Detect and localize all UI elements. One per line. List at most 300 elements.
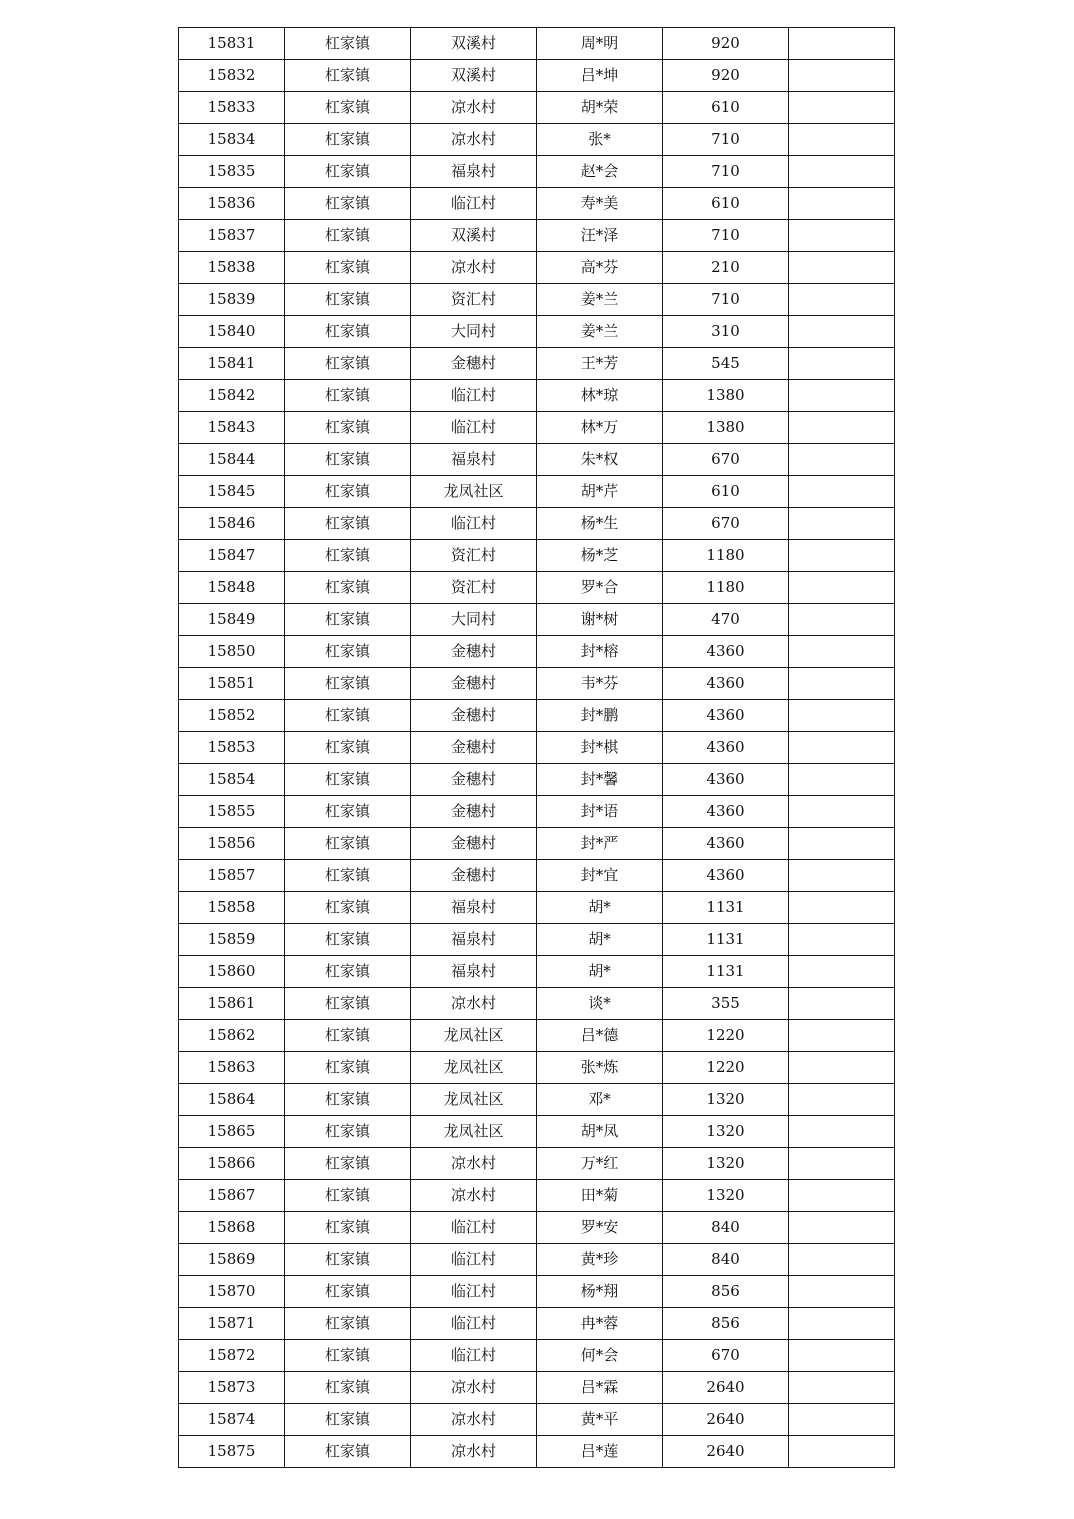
serial-number-cell: 15851 — [179, 668, 285, 700]
town-cell: 杠家镇 — [285, 1212, 411, 1244]
remark-cell — [789, 700, 895, 732]
town-cell: 杠家镇 — [285, 476, 411, 508]
table-row — [179, 668, 895, 700]
amount-cell: 4360 — [663, 764, 789, 796]
name-cell: 杨*芝 — [537, 540, 663, 572]
table-row — [179, 1276, 895, 1308]
serial-number-cell: 15855 — [179, 796, 285, 828]
serial-number-cell: 15841 — [179, 348, 285, 380]
amount-cell: 1180 — [663, 540, 789, 572]
remark-cell — [789, 1116, 895, 1148]
village-cell: 龙凤社区 — [411, 1116, 537, 1148]
town-cell: 杠家镇 — [285, 156, 411, 188]
serial-number-cell: 15866 — [179, 1148, 285, 1180]
serial-number-cell: 15870 — [179, 1276, 285, 1308]
amount-cell: 610 — [663, 92, 789, 124]
name-cell: 寿*美 — [537, 188, 663, 220]
table-row — [179, 156, 895, 188]
town-cell: 杠家镇 — [285, 1436, 411, 1468]
table-row — [179, 1020, 895, 1052]
town-cell: 杠家镇 — [285, 348, 411, 380]
serial-number-cell: 15834 — [179, 124, 285, 156]
table-row — [179, 1180, 895, 1212]
remark-cell — [789, 444, 895, 476]
table-row — [179, 700, 895, 732]
village-cell: 金穗村 — [411, 764, 537, 796]
amount-cell: 4360 — [663, 796, 789, 828]
remark-cell — [789, 796, 895, 828]
remark-cell — [789, 188, 895, 220]
table-row — [179, 924, 895, 956]
village-cell: 凉水村 — [411, 1436, 537, 1468]
village-cell: 福泉村 — [411, 956, 537, 988]
serial-number-cell: 15836 — [179, 188, 285, 220]
serial-number-cell: 15853 — [179, 732, 285, 764]
town-cell: 杠家镇 — [285, 124, 411, 156]
name-cell: 张* — [537, 124, 663, 156]
serial-number-cell: 15854 — [179, 764, 285, 796]
name-cell: 冉*蓉 — [537, 1308, 663, 1340]
table-row — [179, 796, 895, 828]
town-cell: 杠家镇 — [285, 1020, 411, 1052]
amount-cell: 355 — [663, 988, 789, 1020]
name-cell: 韦*芬 — [537, 668, 663, 700]
table-row — [179, 636, 895, 668]
village-cell: 临江村 — [411, 1276, 537, 1308]
village-cell: 资汇村 — [411, 284, 537, 316]
village-cell: 临江村 — [411, 1340, 537, 1372]
table-row — [179, 508, 895, 540]
table-row — [179, 988, 895, 1020]
remark-cell — [789, 892, 895, 924]
village-cell: 临江村 — [411, 188, 537, 220]
town-cell: 杠家镇 — [285, 284, 411, 316]
town-cell: 杠家镇 — [285, 1276, 411, 1308]
town-cell: 杠家镇 — [285, 924, 411, 956]
village-cell: 双溪村 — [411, 60, 537, 92]
serial-number-cell: 15846 — [179, 508, 285, 540]
serial-number-cell: 15831 — [179, 28, 285, 60]
remark-cell — [789, 860, 895, 892]
town-cell: 杠家镇 — [285, 380, 411, 412]
name-cell: 胡*荣 — [537, 92, 663, 124]
town-cell: 杠家镇 — [285, 1372, 411, 1404]
table-row — [179, 1084, 895, 1116]
serial-number-cell: 15842 — [179, 380, 285, 412]
amount-cell: 1320 — [663, 1116, 789, 1148]
serial-number-cell: 15872 — [179, 1340, 285, 1372]
amount-cell: 710 — [663, 220, 789, 252]
amount-cell: 1320 — [663, 1084, 789, 1116]
village-cell: 凉水村 — [411, 1180, 537, 1212]
table-row — [179, 572, 895, 604]
name-cell: 罗*安 — [537, 1212, 663, 1244]
serial-number-cell: 15848 — [179, 572, 285, 604]
amount-cell: 210 — [663, 252, 789, 284]
name-cell: 周*明 — [537, 28, 663, 60]
table-row — [179, 1308, 895, 1340]
table-row — [179, 1436, 895, 1468]
amount-cell: 1320 — [663, 1180, 789, 1212]
village-cell: 凉水村 — [411, 1148, 537, 1180]
amount-cell: 610 — [663, 188, 789, 220]
serial-number-cell: 15873 — [179, 1372, 285, 1404]
town-cell: 杠家镇 — [285, 28, 411, 60]
name-cell: 姜*兰 — [537, 284, 663, 316]
remark-cell — [789, 1180, 895, 1212]
amount-cell: 856 — [663, 1308, 789, 1340]
amount-cell: 1180 — [663, 572, 789, 604]
village-cell: 临江村 — [411, 508, 537, 540]
table-row — [179, 764, 895, 796]
town-cell: 杠家镇 — [285, 1340, 411, 1372]
village-cell: 金穗村 — [411, 860, 537, 892]
town-cell: 杠家镇 — [285, 796, 411, 828]
name-cell: 吕*坤 — [537, 60, 663, 92]
remark-cell — [789, 1148, 895, 1180]
table-row — [179, 316, 895, 348]
table-row — [179, 444, 895, 476]
amount-cell: 4360 — [663, 636, 789, 668]
serial-number-cell: 15875 — [179, 1436, 285, 1468]
name-cell: 万*红 — [537, 1148, 663, 1180]
town-cell: 杠家镇 — [285, 1116, 411, 1148]
table-row — [179, 732, 895, 764]
town-cell: 杠家镇 — [285, 572, 411, 604]
name-cell: 邓* — [537, 1084, 663, 1116]
village-cell: 金穗村 — [411, 636, 537, 668]
table-row — [179, 476, 895, 508]
serial-number-cell: 15845 — [179, 476, 285, 508]
town-cell: 杠家镇 — [285, 1180, 411, 1212]
town-cell: 杠家镇 — [285, 508, 411, 540]
name-cell: 罗*合 — [537, 572, 663, 604]
name-cell: 胡*凤 — [537, 1116, 663, 1148]
name-cell: 姜*兰 — [537, 316, 663, 348]
village-cell: 金穗村 — [411, 668, 537, 700]
name-cell: 吕*莲 — [537, 1436, 663, 1468]
serial-number-cell: 15850 — [179, 636, 285, 668]
serial-number-cell: 15862 — [179, 1020, 285, 1052]
town-cell: 杠家镇 — [285, 668, 411, 700]
serial-number-cell: 15860 — [179, 956, 285, 988]
name-cell: 张*炼 — [537, 1052, 663, 1084]
name-cell: 封*馨 — [537, 764, 663, 796]
table-row — [179, 540, 895, 572]
town-cell: 杠家镇 — [285, 1404, 411, 1436]
amount-cell: 4360 — [663, 860, 789, 892]
remark-cell — [789, 220, 895, 252]
amount-cell: 1380 — [663, 412, 789, 444]
table-row — [179, 60, 895, 92]
name-cell: 封*语 — [537, 796, 663, 828]
name-cell: 胡* — [537, 956, 663, 988]
village-cell: 凉水村 — [411, 92, 537, 124]
name-cell: 杨*翔 — [537, 1276, 663, 1308]
amount-cell: 840 — [663, 1212, 789, 1244]
name-cell: 封*榕 — [537, 636, 663, 668]
remark-cell — [789, 828, 895, 860]
village-cell: 金穗村 — [411, 828, 537, 860]
remark-cell — [789, 572, 895, 604]
remark-cell — [789, 508, 895, 540]
town-cell: 杠家镇 — [285, 444, 411, 476]
amount-cell: 920 — [663, 60, 789, 92]
serial-number-cell: 15869 — [179, 1244, 285, 1276]
amount-cell: 856 — [663, 1276, 789, 1308]
name-cell: 高*芬 — [537, 252, 663, 284]
table-row — [179, 1116, 895, 1148]
table-row — [179, 1244, 895, 1276]
serial-number-cell: 15871 — [179, 1308, 285, 1340]
amount-cell: 1320 — [663, 1148, 789, 1180]
table-row — [179, 92, 895, 124]
serial-number-cell: 15859 — [179, 924, 285, 956]
name-cell: 黄*平 — [537, 1404, 663, 1436]
amount-cell: 2640 — [663, 1404, 789, 1436]
name-cell: 封*棋 — [537, 732, 663, 764]
remark-cell — [789, 1020, 895, 1052]
village-cell: 临江村 — [411, 412, 537, 444]
amount-cell: 840 — [663, 1244, 789, 1276]
records-table-body — [179, 28, 895, 1468]
amount-cell: 470 — [663, 604, 789, 636]
village-cell: 福泉村 — [411, 924, 537, 956]
amount-cell: 610 — [663, 476, 789, 508]
table-row — [179, 220, 895, 252]
remark-cell — [789, 92, 895, 124]
town-cell: 杠家镇 — [285, 316, 411, 348]
remark-cell — [789, 28, 895, 60]
table-row — [179, 348, 895, 380]
name-cell: 汪*泽 — [537, 220, 663, 252]
town-cell: 杠家镇 — [285, 1308, 411, 1340]
remark-cell — [789, 1372, 895, 1404]
town-cell: 杠家镇 — [285, 860, 411, 892]
amount-cell: 920 — [663, 28, 789, 60]
town-cell: 杠家镇 — [285, 764, 411, 796]
remark-cell — [789, 988, 895, 1020]
name-cell: 赵*会 — [537, 156, 663, 188]
town-cell: 杠家镇 — [285, 700, 411, 732]
serial-number-cell: 15837 — [179, 220, 285, 252]
serial-number-cell: 15867 — [179, 1180, 285, 1212]
remark-cell — [789, 732, 895, 764]
village-cell: 大同村 — [411, 604, 537, 636]
village-cell: 临江村 — [411, 1308, 537, 1340]
town-cell: 杠家镇 — [285, 892, 411, 924]
amount-cell: 545 — [663, 348, 789, 380]
name-cell: 何*会 — [537, 1340, 663, 1372]
table-row — [179, 1148, 895, 1180]
town-cell: 杠家镇 — [285, 604, 411, 636]
remark-cell — [789, 60, 895, 92]
village-cell: 双溪村 — [411, 220, 537, 252]
village-cell: 临江村 — [411, 1244, 537, 1276]
village-cell: 金穗村 — [411, 700, 537, 732]
remark-cell — [789, 252, 895, 284]
village-cell: 资汇村 — [411, 540, 537, 572]
remark-cell — [789, 1244, 895, 1276]
village-cell: 龙凤社区 — [411, 1084, 537, 1116]
town-cell: 杠家镇 — [285, 1148, 411, 1180]
remark-cell — [789, 1340, 895, 1372]
name-cell: 封*严 — [537, 828, 663, 860]
amount-cell: 710 — [663, 284, 789, 316]
town-cell: 杠家镇 — [285, 1244, 411, 1276]
amount-cell: 4360 — [663, 828, 789, 860]
serial-number-cell: 15843 — [179, 412, 285, 444]
name-cell: 朱*权 — [537, 444, 663, 476]
amount-cell: 2640 — [663, 1372, 789, 1404]
amount-cell: 670 — [663, 1340, 789, 1372]
amount-cell: 2640 — [663, 1436, 789, 1468]
remark-cell — [789, 1052, 895, 1084]
name-cell: 胡* — [537, 892, 663, 924]
remark-cell — [789, 1212, 895, 1244]
name-cell: 封*鹏 — [537, 700, 663, 732]
remark-cell — [789, 476, 895, 508]
remark-cell — [789, 348, 895, 380]
serial-number-cell: 15844 — [179, 444, 285, 476]
amount-cell: 1131 — [663, 924, 789, 956]
table-row — [179, 860, 895, 892]
town-cell: 杠家镇 — [285, 252, 411, 284]
village-cell: 资汇村 — [411, 572, 537, 604]
table-row — [179, 892, 895, 924]
amount-cell: 4360 — [663, 700, 789, 732]
remark-cell — [789, 764, 895, 796]
amount-cell: 310 — [663, 316, 789, 348]
amount-cell: 1131 — [663, 956, 789, 988]
village-cell: 金穗村 — [411, 732, 537, 764]
name-cell: 吕*霖 — [537, 1372, 663, 1404]
remark-cell — [789, 284, 895, 316]
town-cell: 杠家镇 — [285, 732, 411, 764]
serial-number-cell: 15835 — [179, 156, 285, 188]
village-cell: 凉水村 — [411, 1372, 537, 1404]
records-table — [178, 27, 895, 1468]
name-cell: 封*宜 — [537, 860, 663, 892]
remark-cell — [789, 1436, 895, 1468]
village-cell: 金穗村 — [411, 348, 537, 380]
serial-number-cell: 15865 — [179, 1116, 285, 1148]
table-row — [179, 956, 895, 988]
name-cell: 王*芳 — [537, 348, 663, 380]
village-cell: 龙凤社区 — [411, 1020, 537, 1052]
serial-number-cell: 15838 — [179, 252, 285, 284]
serial-number-cell: 15861 — [179, 988, 285, 1020]
remark-cell — [789, 636, 895, 668]
serial-number-cell: 15874 — [179, 1404, 285, 1436]
village-cell: 龙凤社区 — [411, 476, 537, 508]
town-cell: 杠家镇 — [285, 60, 411, 92]
village-cell: 凉水村 — [411, 252, 537, 284]
town-cell: 杠家镇 — [285, 828, 411, 860]
amount-cell: 1380 — [663, 380, 789, 412]
village-cell: 福泉村 — [411, 444, 537, 476]
table-row — [179, 252, 895, 284]
remark-cell — [789, 668, 895, 700]
town-cell: 杠家镇 — [285, 956, 411, 988]
town-cell: 杠家镇 — [285, 412, 411, 444]
serial-number-cell: 15864 — [179, 1084, 285, 1116]
serial-number-cell: 15857 — [179, 860, 285, 892]
serial-number-cell: 15833 — [179, 92, 285, 124]
name-cell: 谢*树 — [537, 604, 663, 636]
remark-cell — [789, 316, 895, 348]
table-row — [179, 1052, 895, 1084]
name-cell: 田*菊 — [537, 1180, 663, 1212]
serial-number-cell: 15839 — [179, 284, 285, 316]
village-cell: 大同村 — [411, 316, 537, 348]
village-cell: 临江村 — [411, 1212, 537, 1244]
remark-cell — [789, 412, 895, 444]
village-cell: 双溪村 — [411, 28, 537, 60]
amount-cell: 1131 — [663, 892, 789, 924]
amount-cell: 4360 — [663, 668, 789, 700]
town-cell: 杠家镇 — [285, 1084, 411, 1116]
amount-cell: 670 — [663, 444, 789, 476]
serial-number-cell: 15852 — [179, 700, 285, 732]
table-row — [179, 1340, 895, 1372]
name-cell: 胡*芹 — [537, 476, 663, 508]
serial-number-cell: 15849 — [179, 604, 285, 636]
table-row — [179, 1212, 895, 1244]
village-cell: 福泉村 — [411, 892, 537, 924]
town-cell: 杠家镇 — [285, 540, 411, 572]
table-row — [179, 124, 895, 156]
remark-cell — [789, 124, 895, 156]
remark-cell — [789, 540, 895, 572]
village-cell: 金穗村 — [411, 796, 537, 828]
town-cell: 杠家镇 — [285, 92, 411, 124]
amount-cell: 1220 — [663, 1052, 789, 1084]
remark-cell — [789, 956, 895, 988]
name-cell: 胡* — [537, 924, 663, 956]
name-cell: 林*万 — [537, 412, 663, 444]
table-row — [179, 188, 895, 220]
amount-cell: 710 — [663, 124, 789, 156]
name-cell: 杨*生 — [537, 508, 663, 540]
serial-number-cell: 15858 — [179, 892, 285, 924]
table-row — [179, 412, 895, 444]
serial-number-cell: 15832 — [179, 60, 285, 92]
name-cell: 林*琼 — [537, 380, 663, 412]
remark-cell — [789, 604, 895, 636]
remark-cell — [789, 924, 895, 956]
name-cell: 吕*德 — [537, 1020, 663, 1052]
table-row — [179, 28, 895, 60]
name-cell: 黄*珍 — [537, 1244, 663, 1276]
serial-number-cell: 15856 — [179, 828, 285, 860]
amount-cell: 4360 — [663, 732, 789, 764]
remark-cell — [789, 156, 895, 188]
table-row — [179, 828, 895, 860]
serial-number-cell: 15847 — [179, 540, 285, 572]
town-cell: 杠家镇 — [285, 988, 411, 1020]
town-cell: 杠家镇 — [285, 636, 411, 668]
amount-cell: 710 — [663, 156, 789, 188]
village-cell: 福泉村 — [411, 156, 537, 188]
remark-cell — [789, 1404, 895, 1436]
table-row — [179, 284, 895, 316]
serial-number-cell: 15863 — [179, 1052, 285, 1084]
remark-cell — [789, 1084, 895, 1116]
village-cell: 凉水村 — [411, 124, 537, 156]
town-cell: 杠家镇 — [285, 220, 411, 252]
remark-cell — [789, 1308, 895, 1340]
